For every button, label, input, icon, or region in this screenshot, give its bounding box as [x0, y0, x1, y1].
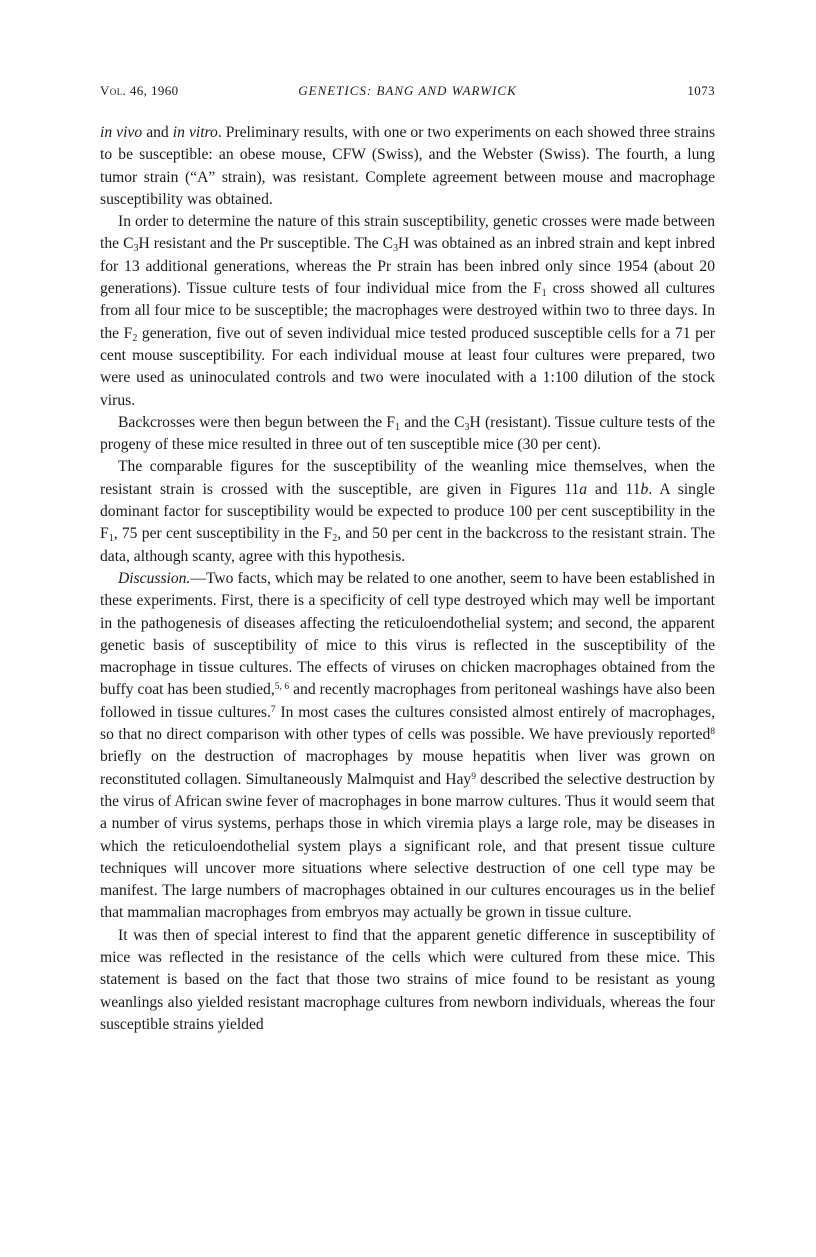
reference-marker: 7	[270, 704, 276, 715]
paragraph-4	[100, 456, 715, 567]
paragraph-1	[100, 122, 715, 211]
italic-term: in vitro	[172, 124, 218, 141]
journal-page	[100, 80, 715, 1036]
text-run: cross showed all cultures from all four mice to be susceptible; the macrophages were destroyed within two to three days. In the F	[100, 280, 715, 342]
reference-marker: 9	[471, 771, 476, 782]
subscript: 1	[395, 421, 401, 433]
text-run: The comparable figures for the susceptibility of the weanling mice themselves, when the resistant strain is crossed with the susceptible, are given in Figures 11	[100, 458, 715, 498]
italic-term: b	[640, 480, 649, 498]
page-number: 1073	[687, 83, 715, 98]
text-run: described the selective destruction by the virus of African swine fever of macrophages in bone marrow cultures. Thus it would seem that a number of virus systems, perhaps those in which viremia plays a large role, may be diseases in which the reticuloendothelial system plays a significant role, and that present tissue culture techniques will uncover more situations where selective destruction of one cell type may be manifest. The large numbers of macrophages obtained in our cultures encourages us in the belief that mammalian macrophages from embryos may actually be grown in tissue culture.	[100, 770, 715, 922]
text-run: It was then of special interest to find that the apparent genetic difference in susceptibility of mice was reflected in the resistance of the cells which were cultured from these mice. This statement is based on the fact that those two strains of mice found to be resistant as young weanlings also yielded resistant macrophage cultures from newborn individuals, whereas the four susceptible strains yielded	[100, 926, 715, 1033]
italic-term: a	[579, 480, 588, 498]
text-run: generation, five out of seven individual mice tested produced susceptible cells for a 71 per cent mouse susceptibility. For each individual mouse at least four cultures were prepared, two were used as uninoculated controls and two were inoculated with a 1:100 dilution of the stock virus.	[100, 324, 715, 409]
running-title: GENETICS: BANG AND WARWICK	[298, 83, 517, 98]
running-header	[100, 80, 715, 100]
text-run: and 11	[587, 480, 641, 498]
text-run: H (resistant). Tissue culture tests of the progeny of these mice resulted in three out of ten susceptible mice (30 per cent).	[100, 413, 715, 454]
text-run: , 75 per cent susceptibility in the F	[113, 525, 333, 543]
text-run: H resistant and the Pr susceptible. The C	[138, 235, 394, 253]
text-run: H was obtained as an inbred strain and kept inbred for 13 additional generations, whereas the Pr strain has been inbred only since 1954 (about 20 generations). Tissue culture tests of four individual mice from the F	[100, 235, 715, 298]
text-run: briefly on the destruction of macrophages by mouse hepatitis when liver was grown on reconstituted collagen. Simultaneously Malmquist and Hay	[100, 748, 715, 788]
volume-label: Vol. 46, 1960	[100, 83, 179, 98]
subscript: 3	[464, 421, 470, 433]
subscript: 2	[132, 332, 138, 344]
text-run: Backcrosses were then begun between the F	[118, 413, 396, 431]
subscript: 2	[332, 533, 338, 545]
subscript: 1	[108, 533, 114, 545]
paragraph-6	[100, 925, 715, 1036]
text-run: and	[142, 124, 173, 141]
text-run: In order to determine the nature of this strain susceptibility, genetic crosses were made between the C	[100, 213, 715, 253]
paragraph-5	[100, 568, 715, 925]
reference-marker: 5, 6	[274, 682, 290, 693]
subscript: 3	[393, 243, 399, 255]
text-run: In most cases the cultures consisted almost entirely of macrophages, so that no direct comparison with other types of cells was possible. We have previously reported	[100, 703, 715, 744]
italic-term: in vivo	[100, 124, 143, 141]
paragraph-3	[100, 412, 715, 457]
text-run: and the C	[400, 413, 465, 431]
reference-marker: 8	[710, 727, 715, 738]
paragraph-2	[100, 211, 715, 412]
text-run: and recently macrophages from peritoneal washings have also been followed in tissue cultures.	[100, 681, 715, 721]
text-run: —Two facts, which may be related to one another, seem to have been established in these experiments. First, there is a specificity of cell type destroyed which may well be important in the pathogenesis of diseases affecting the reticuloendothelial system; and second, the apparent genetic basis of susceptibility of mice to this virus is reflected in the susceptibility of the macrophage in tissue cultures. The effects of viruses on chicken macrophages obtained from the buffy coat has been studied,	[100, 569, 715, 699]
subscript: 3	[133, 243, 139, 255]
text-run: . A single dominant factor for susceptibility would be expected to produce 100 per cent susceptibility in the F	[100, 480, 716, 543]
text-run: , and 50 per cent in the backcross to the resistant strain. The data, although scanty, agree with this hypothesis.	[100, 525, 715, 565]
section-heading: Discussion.	[118, 569, 191, 587]
subscript: 1	[541, 288, 547, 300]
text-run: . Preliminary results, with one or two experiments on each showed three strains to be susceptible: an obese mouse, CFW (Swiss), and the Webster (Swiss). The fourth, a lung tumor strain (“A” strain), was resistant. Complete agreement between mouse and macrophage susceptibility was obtained.	[100, 124, 716, 208]
